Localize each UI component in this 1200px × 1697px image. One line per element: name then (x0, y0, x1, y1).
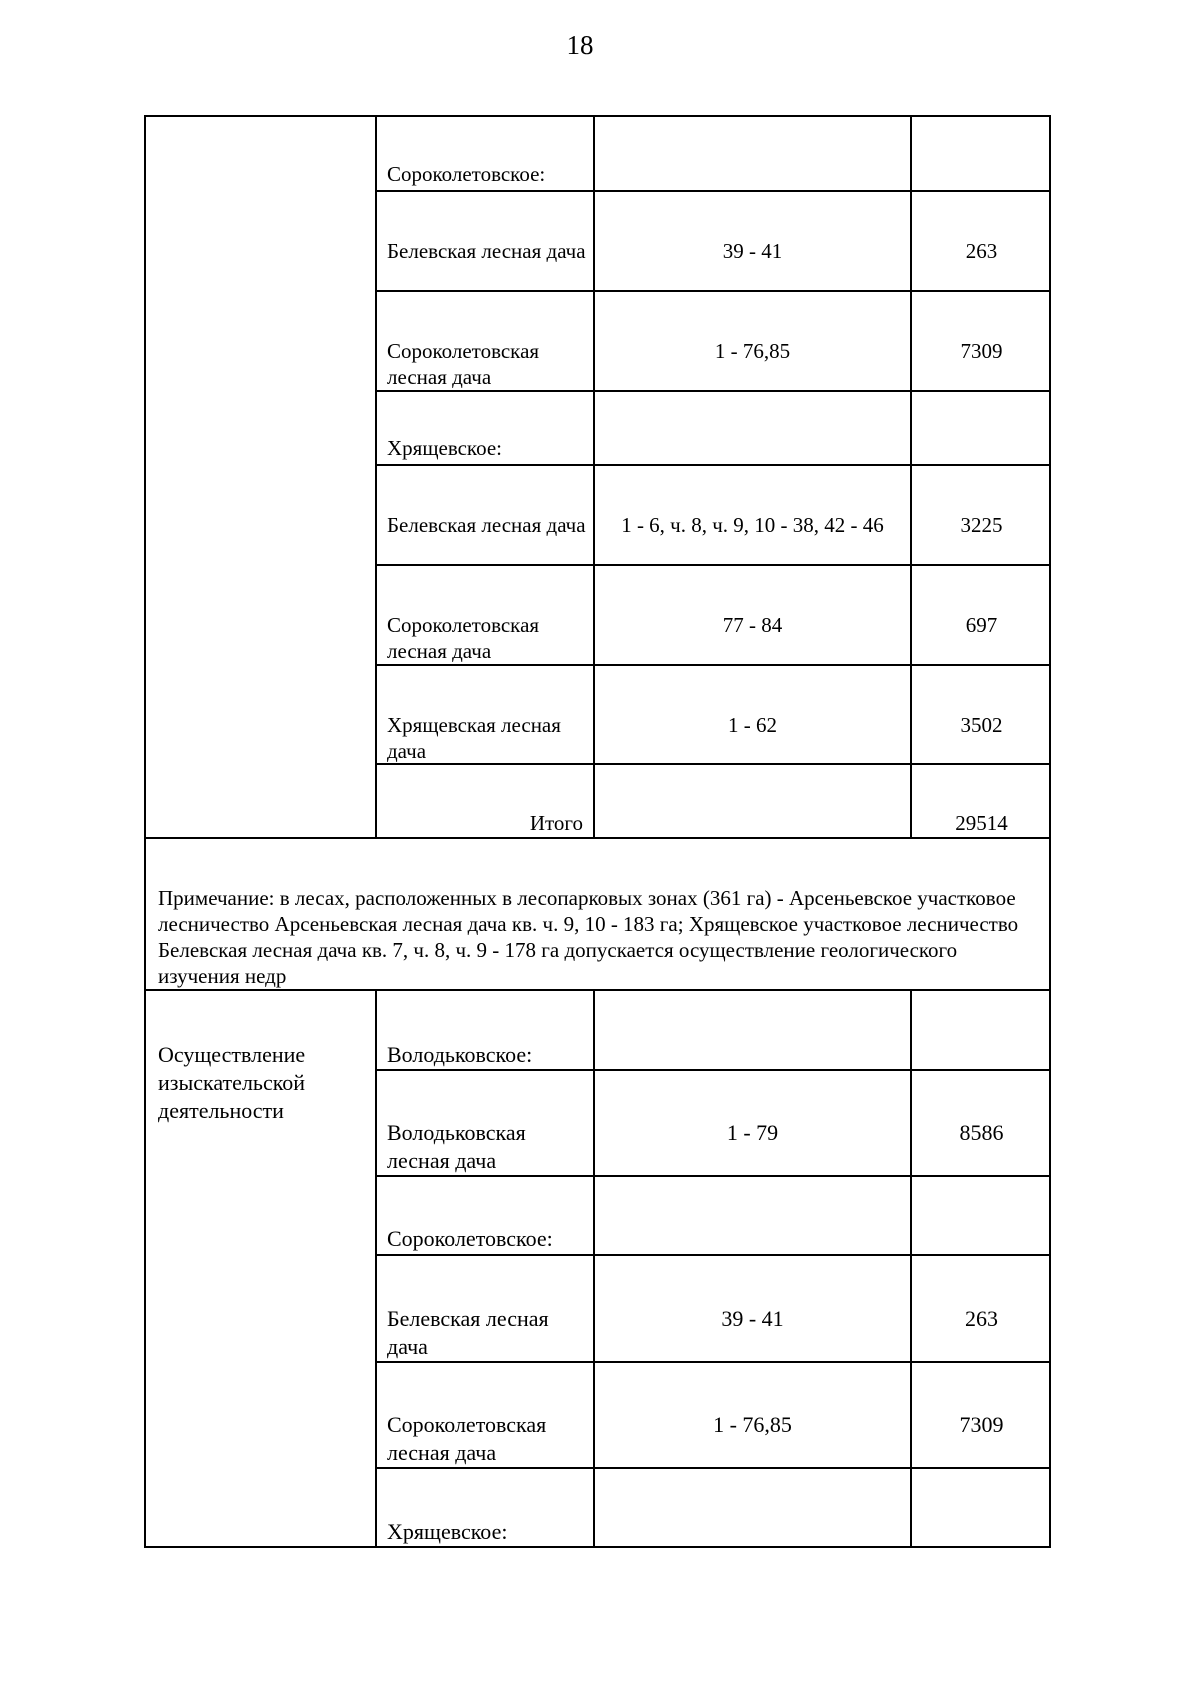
quarter-numbers: 1 - 79 (726, 1120, 779, 1145)
area-value: 263 (965, 239, 998, 263)
total-area-value: 29514 (955, 811, 1008, 835)
area-value: 697 (965, 613, 998, 637)
row-divider (375, 390, 1049, 392)
row-divider (375, 564, 1049, 566)
forest-dacha-name: Сороколетовская лесная дача (387, 1412, 547, 1465)
forest-dacha-name: Белевская лесная дача (387, 513, 586, 537)
column-divider (910, 991, 912, 1546)
district-name: Володьковское: (387, 1042, 533, 1067)
quarter-numbers: 1 - 62 (728, 713, 777, 737)
forest-dacha-name: Сороколетовская лесная дача (387, 613, 540, 663)
forest-dacha-name: Белевская лесная дача (387, 239, 586, 263)
district-name: Сороколетовское: (387, 162, 546, 186)
note-text: Примечание: в лесах, расположенных в лесопарковых зонах (361 га) - Арсеньевское участковое лесничество Арсеньевская лесная дача кв. ч. 9, 10 - 183 га; Хрящевское участковое лесничество Белевская лесная дача кв. 7, ч. 8, ч. 9 - 178 га допускается осуществление геологического изучения недр (158, 886, 1019, 988)
forest-dacha-name: Хрящевская лесная дача (387, 713, 561, 763)
row-divider (375, 664, 1049, 666)
row-divider (375, 290, 1049, 292)
area-value: 3502 (960, 713, 1003, 737)
forest-dacha-name: Белевская лесная дача (387, 1306, 549, 1359)
total-label: Итого (529, 811, 583, 835)
row-divider (375, 1254, 1049, 1256)
row-divider (375, 1467, 1049, 1469)
quarter-numbers: 1 - 6, ч. 8, ч. 9, 10 - 38, 42 - 46 (621, 513, 884, 537)
quarter-numbers: 1 - 76,85 (713, 1412, 792, 1437)
row-divider (375, 464, 1049, 466)
row-divider (375, 1069, 1049, 1071)
note-section (144, 837, 1051, 991)
column-divider (593, 991, 595, 1546)
forest-dacha-name: Сороколетовская лесная дача (387, 339, 540, 389)
quarter-numbers: 77 - 84 (722, 613, 783, 637)
area-value: 263 (965, 1306, 998, 1331)
forest-dacha-name: Володьковская лесная дача (387, 1120, 526, 1173)
forest-table-continued (144, 115, 1051, 839)
area-value: 3225 (960, 513, 1003, 537)
row-divider (375, 1361, 1049, 1363)
area-value: 8586 (959, 1120, 1004, 1145)
district-name: Хрящевское: (387, 436, 502, 460)
district-name: Сороколетовское: (387, 1226, 553, 1251)
quarter-numbers: 39 - 41 (721, 1306, 784, 1331)
activity-type: Осуществление изыскательской деятельности (158, 1042, 306, 1123)
district-name: Хрящевское: (387, 1519, 508, 1544)
exploration-activity-table (144, 989, 1051, 1548)
row-divider (375, 190, 1049, 192)
quarter-numbers: 1 - 76,85 (714, 339, 791, 363)
row-divider (375, 1175, 1049, 1177)
area-value: 7309 (960, 339, 1003, 363)
area-value: 7309 (959, 1412, 1004, 1437)
page-number: 18 (566, 30, 594, 60)
quarter-numbers: 39 - 41 (722, 239, 783, 263)
